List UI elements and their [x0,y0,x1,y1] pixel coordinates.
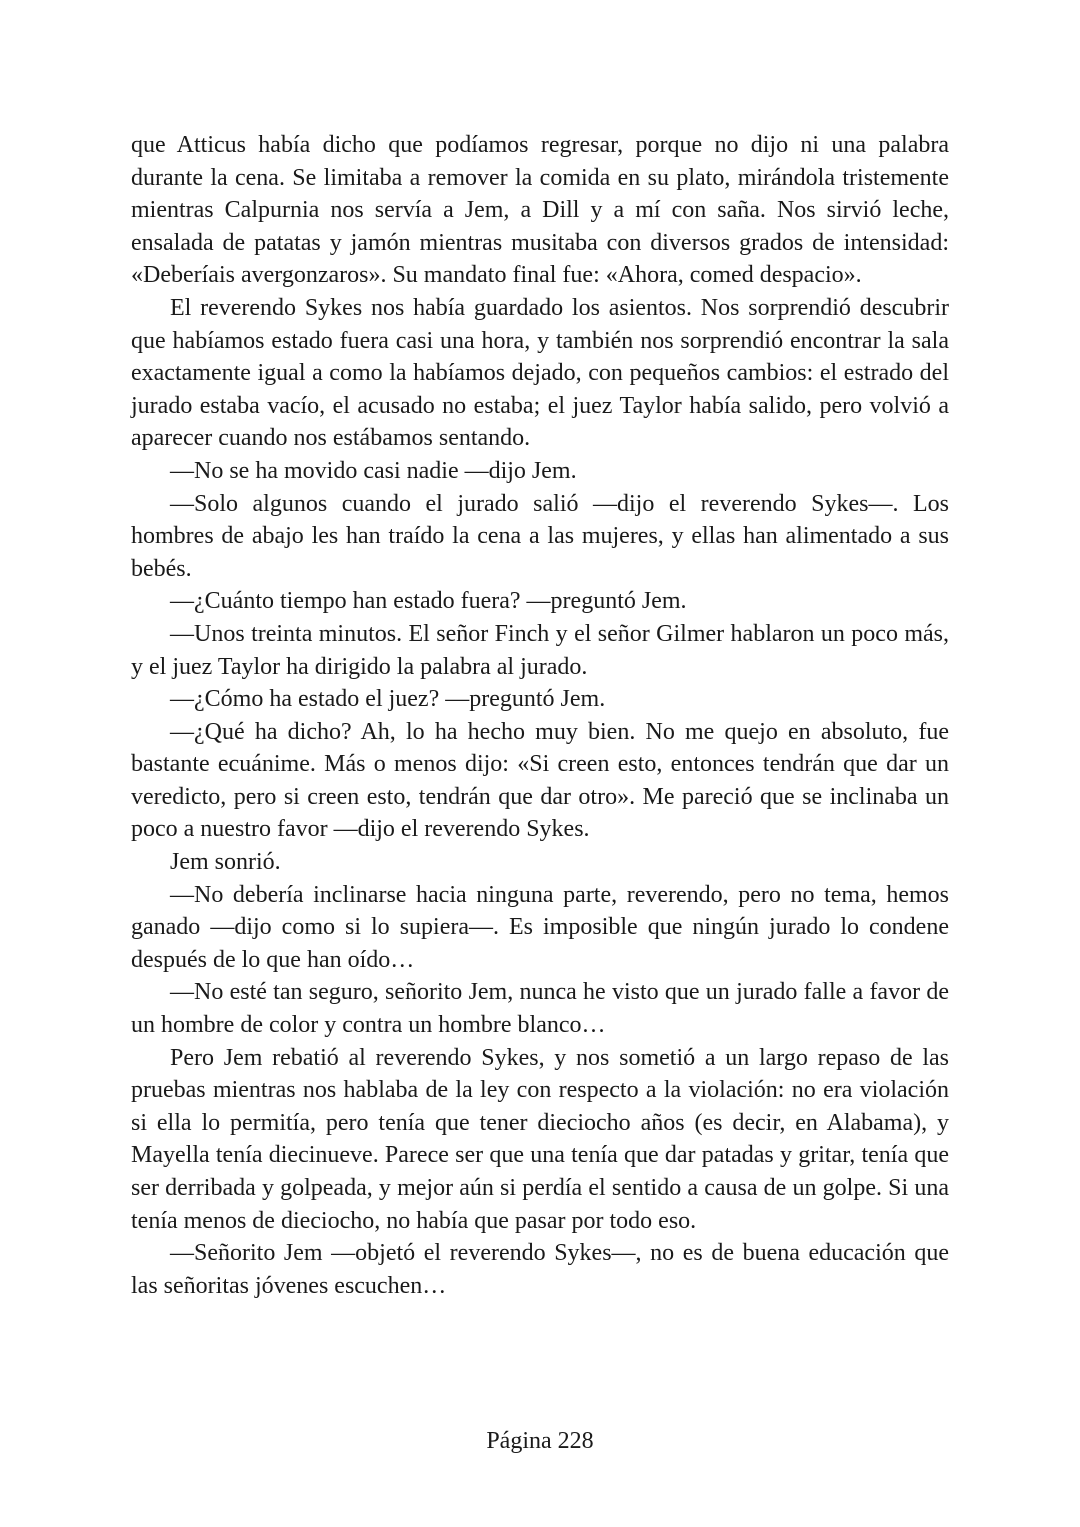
paragraph-9: Jem sonrió. [170,849,281,876]
paragraph-6: —Unos treinta minutos. El señor Finch y el señor Gilmer hablaron un poco más, y el juez Taylor ha dirigido la palabra al jurado. [131,620,949,680]
page-number: Página 228 [486,1428,594,1454]
paragraph-2: El reverendo Sykes nos había guardado los asientos. Nos sorprendió descubrir que habíamos estado fuera casi una hora, y también nos sorprendió encontrar la sala exactamente igual a como la habíamos dejado, con pequeños cambios: el estrado del jurado estaba vacío, el acusado no estaba; el juez Taylor había salido, pero volvió a aparecer cuando nos estábamos sentando. [131,294,949,452]
paragraph-7: —¿Cómo ha estado el juez? —preguntó Jem. [170,686,606,713]
paragraph-3: —No se ha movido casi nadie —dijo Jem. [170,457,577,484]
paragraph-8: —¿Qué ha dicho? Ah, lo ha hecho muy bien. No me quejo en absoluto, fue bastante ecuánime. Más o menos dijo: «Si creen esto, entonces tendrán que dar un veredicto, pero si creen esto, tendrán que dar otro». Me pareció que se inclinaba un poco a nuestro favor —dijo el reverendo Sykes. [131,718,949,843]
paragraph-13: —Señorito Jem —objetó el reverendo Sykes—, no es de buena educación que las señoritas jóvenes escuchen… [131,1240,949,1299]
paragraph-5: —¿Cuánto tiempo han estado fuera? —preguntó Jem. [170,588,687,615]
paragraph-10: —No debería inclinarse hacia ninguna parte, reverendo, pero no tema, hemos ganado —dijo como si lo supiera—. Es imposible que ningún jurado lo condene después de lo que han oído… [131,881,949,973]
paragraph-4: —Solo algunos cuando el jurado salió —dijo el reverendo Sykes—. Los hombres de abajo les han traído la cena a las mujeres, y ellas han alimentado a sus bebés. [131,490,949,582]
paragraph-1: que Atticus había dicho que podíamos regresar, porque no dijo ni una palabra durante la cena. Se limitaba a remover la comida en su plato, mirándola tristemente mientras Calpurnia nos servía a Jem, a Dill y a mí con saña. Nos sirvió leche, ensalada de patatas y jamón mientras musitaba con diversos grados de intensidad: «Deberíais avergonzaros». Su mandato final fue: «Ahora, comed despacio». [131,132,949,289]
paragraph-11: —No esté tan seguro, señorito Jem, nunca he visto que un jurado falle a favor de un hombre de color y contra un hombre blanco… [131,979,949,1039]
paragraph-12: Pero Jem rebatió al reverendo Sykes, y nos sometió a un largo repaso de las pruebas mientras nos hablaba de la ley con respecto a la violación: no era violación si ella lo permitía, pero tenía que tener dieciocho años (es decir, en Alabama), y Mayella tenía diecinueve. Parece ser que una tenía que dar patadas y gritar, tenía que ser derribada y golpeada, y mejor aún si perdía el sentido a causa de un golpe. Si una tenía menos de dieciocho, no había que pasar por todo eso. [131,1044,949,1234]
body-text [131,129,949,1302]
